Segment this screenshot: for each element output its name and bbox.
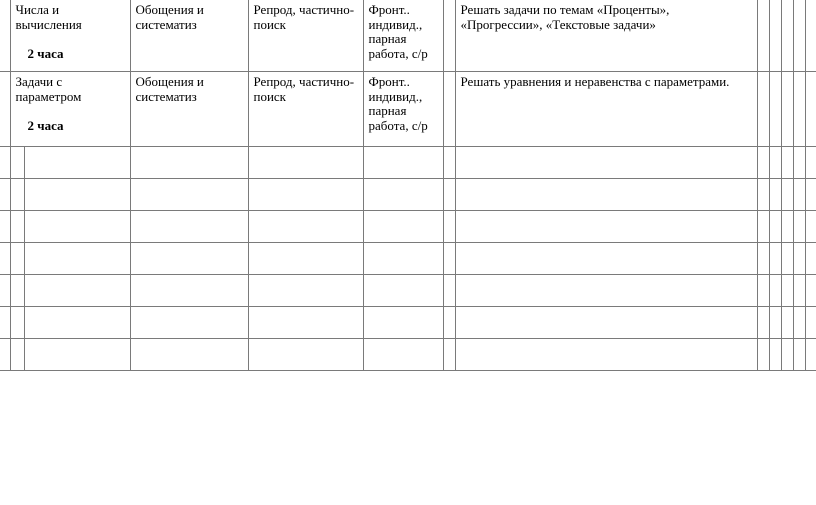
empty-cell — [769, 179, 781, 211]
empty-cell — [781, 179, 793, 211]
empty-row — [0, 147, 816, 179]
topic-cell — [10, 0, 130, 72]
table-cell — [757, 72, 769, 147]
empty-cell — [757, 339, 769, 371]
empty-cell — [769, 211, 781, 243]
form-cell — [363, 72, 443, 147]
empty-cell — [24, 307, 130, 339]
empty-cell — [793, 339, 805, 371]
empty-cell — [769, 339, 781, 371]
empty-cell — [443, 307, 455, 339]
table-row — [0, 72, 816, 147]
empty-cell — [24, 147, 130, 179]
empty-cell — [0, 243, 10, 275]
empty-cell — [443, 147, 455, 179]
empty-cell — [455, 243, 757, 275]
empty-cell — [781, 243, 793, 275]
empty-cell — [769, 275, 781, 307]
empty-cell — [248, 307, 363, 339]
empty-cell — [443, 179, 455, 211]
empty-cell — [0, 179, 10, 211]
empty-cell — [248, 339, 363, 371]
goal-text: Обощения и систематиз — [135, 2, 204, 32]
empty-row — [0, 211, 816, 243]
empty-cell — [805, 179, 816, 211]
empty-cell — [248, 275, 363, 307]
empty-cell — [10, 275, 24, 307]
empty-cell — [793, 179, 805, 211]
empty-cell — [757, 179, 769, 211]
empty-cell — [363, 243, 443, 275]
empty-cell — [363, 339, 443, 371]
empty-cell — [0, 211, 10, 243]
method-cell — [248, 72, 363, 147]
empty-cell — [757, 275, 769, 307]
empty-cell — [769, 147, 781, 179]
empty-cell — [781, 307, 793, 339]
empty-cell — [793, 211, 805, 243]
hours-text: 2 часа — [27, 118, 64, 133]
table-cell — [805, 72, 816, 147]
empty-cell — [443, 275, 455, 307]
empty-cell — [455, 307, 757, 339]
empty-cell — [248, 179, 363, 211]
empty-cell — [248, 147, 363, 179]
table-cell — [781, 0, 793, 72]
method-text: Репрод, частично-поиск — [253, 2, 355, 32]
empty-cell — [363, 211, 443, 243]
method-text: Репрод, частично-поиск — [253, 74, 355, 104]
topic-text: Числа и вычисления — [15, 2, 82, 32]
empty-cell — [793, 275, 805, 307]
task-cell — [455, 0, 757, 72]
empty-cell — [10, 211, 24, 243]
table-cell — [769, 0, 781, 72]
goal-cell — [130, 0, 248, 72]
empty-row — [0, 243, 816, 275]
form-text: Фронт.. индивид., парная работа, с/р — [368, 74, 428, 133]
task-cell — [455, 72, 757, 147]
empty-cell — [0, 147, 10, 179]
empty-cell — [769, 307, 781, 339]
table-row — [0, 0, 816, 72]
empty-cell — [757, 307, 769, 339]
empty-cell — [248, 211, 363, 243]
empty-cell — [130, 147, 248, 179]
empty-cell — [805, 147, 816, 179]
empty-cell — [781, 339, 793, 371]
empty-cell — [363, 275, 443, 307]
empty-cell — [130, 211, 248, 243]
empty-cell — [363, 307, 443, 339]
empty-cell — [757, 147, 769, 179]
table-cell — [769, 72, 781, 147]
goal-cell — [130, 72, 248, 147]
form-text: Фронт.. индивид., парная работа, с/р — [368, 2, 428, 61]
table-cell — [781, 72, 793, 147]
task-text: Решать уравнения и неравенства с параметрами. — [460, 74, 730, 89]
empty-cell — [443, 243, 455, 275]
empty-row — [0, 275, 816, 307]
empty-cell — [130, 339, 248, 371]
empty-cell — [24, 275, 130, 307]
empty-cell — [443, 211, 455, 243]
empty-cell — [130, 307, 248, 339]
empty-row — [0, 179, 816, 211]
empty-cell — [757, 243, 769, 275]
empty-cell — [130, 179, 248, 211]
empty-cell — [781, 147, 793, 179]
empty-cell — [10, 307, 24, 339]
empty-cell — [805, 211, 816, 243]
goal-text: Обощения и систематиз — [135, 74, 204, 104]
empty-cell — [805, 339, 816, 371]
empty-cell — [781, 275, 793, 307]
empty-cell — [455, 147, 757, 179]
topic-text: Задачи с параметром — [15, 74, 82, 104]
table-cell — [0, 0, 10, 72]
table-cell — [0, 72, 10, 147]
empty-cell — [805, 307, 816, 339]
table-cell — [757, 0, 769, 72]
empty-cell — [805, 275, 816, 307]
empty-cell — [24, 339, 130, 371]
empty-row — [0, 307, 816, 339]
empty-cell — [0, 275, 10, 307]
empty-cell — [363, 179, 443, 211]
empty-cell — [130, 243, 248, 275]
empty-cell — [455, 275, 757, 307]
method-cell — [248, 0, 363, 72]
table-cell — [443, 0, 455, 72]
empty-cell — [10, 179, 24, 211]
empty-cell — [455, 179, 757, 211]
empty-cell — [443, 339, 455, 371]
empty-cell — [0, 339, 10, 371]
empty-cell — [0, 307, 10, 339]
empty-cell — [805, 243, 816, 275]
empty-cell — [363, 147, 443, 179]
empty-cell — [24, 243, 130, 275]
table-cell — [805, 0, 816, 72]
table-cell — [793, 0, 805, 72]
topic-cell — [10, 72, 130, 147]
form-cell — [363, 0, 443, 72]
task-text: Решать задачи по темам «Проценты», «Прогрессии», «Текстовые задачи» — [460, 2, 670, 32]
hours-text: 2 часа — [27, 46, 64, 61]
table-cell — [443, 72, 455, 147]
empty-cell — [10, 339, 24, 371]
empty-cell — [769, 243, 781, 275]
empty-cell — [455, 339, 757, 371]
table-cell — [793, 72, 805, 147]
empty-cell — [793, 307, 805, 339]
empty-cell — [793, 147, 805, 179]
empty-cell — [793, 243, 805, 275]
empty-cell — [130, 275, 248, 307]
empty-cell — [757, 211, 769, 243]
empty-cell — [781, 211, 793, 243]
empty-cell — [24, 179, 130, 211]
empty-cell — [455, 211, 757, 243]
empty-cell — [248, 243, 363, 275]
empty-cell — [24, 211, 130, 243]
empty-cell — [10, 147, 24, 179]
empty-row — [0, 339, 816, 371]
empty-cell — [10, 243, 24, 275]
